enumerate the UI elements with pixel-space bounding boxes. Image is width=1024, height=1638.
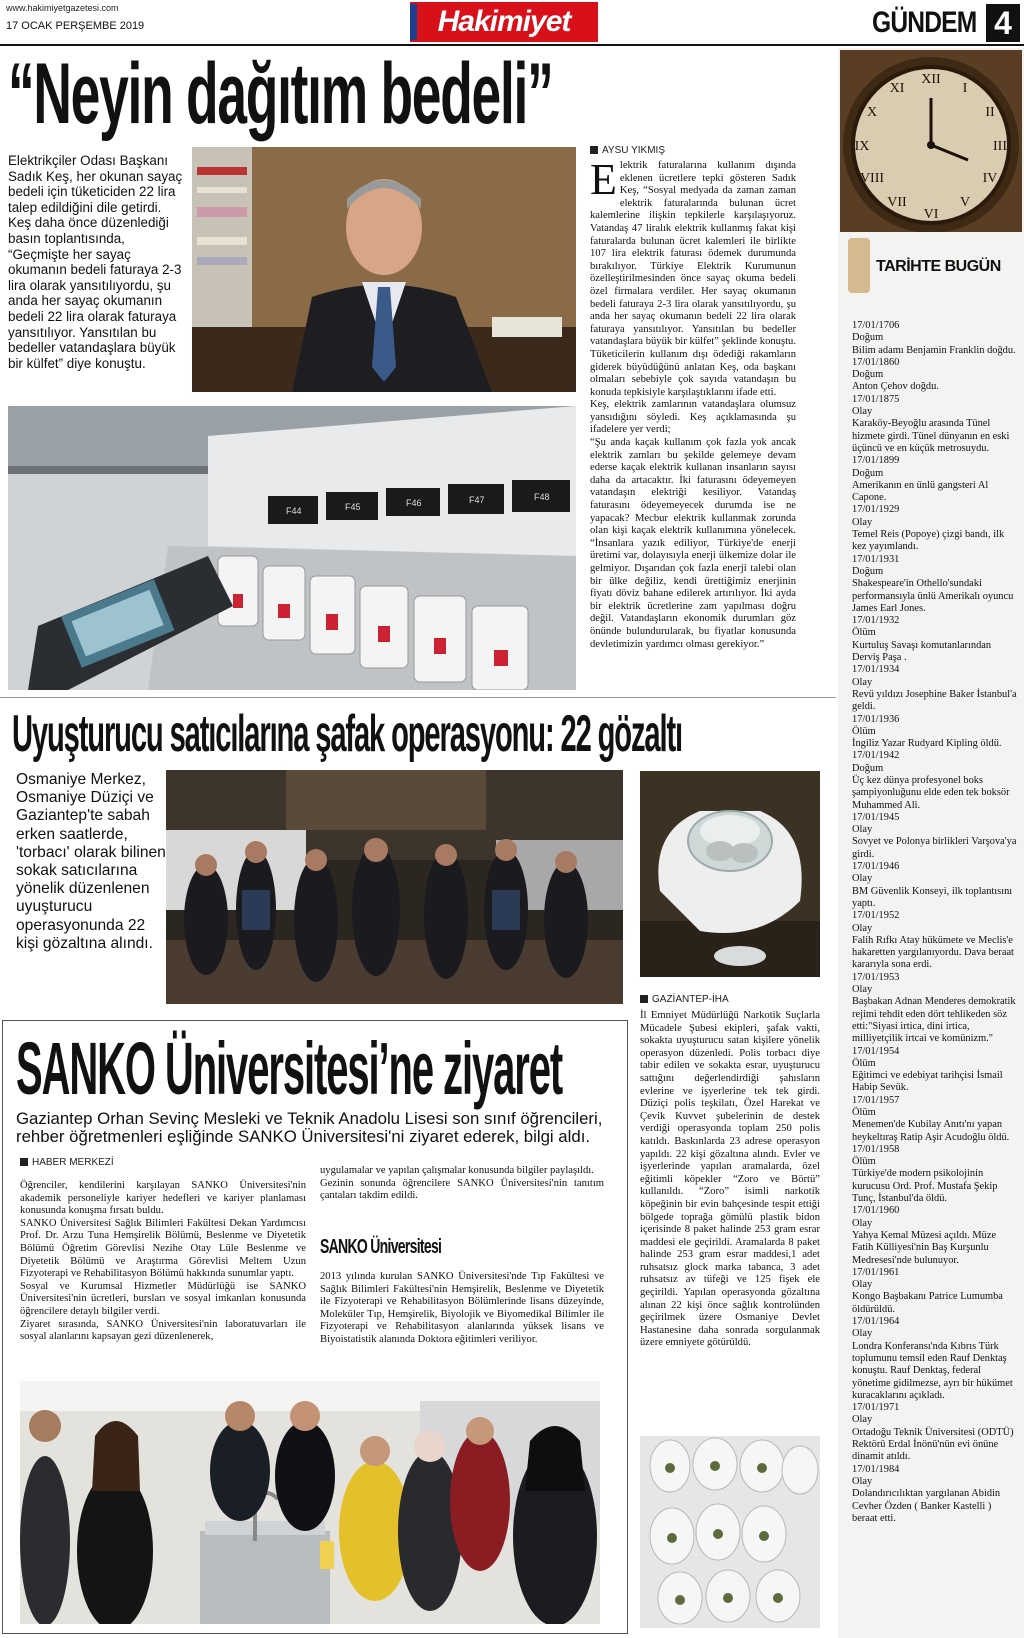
entry-type: Olay <box>852 1475 873 1487</box>
history-entry <box>852 861 1018 910</box>
svg-text:XI: XI <box>889 81 905 96</box>
article2-byline: GAZİANTEP-İHA <box>640 994 729 1005</box>
history-entry <box>852 1095 1018 1144</box>
article1-dropcap: E <box>590 155 617 204</box>
entry-date: 17/01/1952 <box>852 910 900 922</box>
svg-text:VI: VI <box>923 207 939 222</box>
history-entry <box>852 972 1018 1046</box>
entry-date: 17/01/1957 <box>852 1094 900 1106</box>
issue-date: 17 OCAK PERŞEMBE 2019 <box>6 20 145 32</box>
history-list <box>852 320 1018 1525</box>
entry-date: 17/01/1931 <box>852 553 900 565</box>
entry-type: Doğum <box>852 332 884 344</box>
article3-col2b: 2013 yılında kurulan SANKO Üniversitesi'nde Tıp Fakültesi ve Sağlık Bilimleri Fakültesi'nin Hemşirelik, Beslenme ve Diyetetik ile Fizyoterapi ve Rehabilitasyon Bölümlerinde lisans düzeyinde, Moleküler Tıp, Hemşirelik, Biyolojik ve Biyomedikal Bilimler ile Fizyoterapi ve Rehabilitasyon alanlarında yüksek lisans ve Biyoistatistik alanında Doktora eğitimleri veriliyor. <box>320 1271 604 1345</box>
entry-type: Olay <box>852 922 873 934</box>
entry-text: Eğitimci ve edebiyat tarihçisi İsmail Habip Sevük. <box>852 1070 1003 1094</box>
entry-text: Yahya Kemal Müzesi açıldı. Müze Fatih Külliyesi'nin Baş Kurşunlu Medresesi'nde bulunuyor. <box>852 1229 997 1266</box>
panel-label: F44 <box>286 506 302 516</box>
entry-date: 17/01/1954 <box>852 1045 900 1057</box>
article2-seized-drugs-photo <box>640 771 820 977</box>
entry-date: 17/01/1958 <box>852 1143 900 1155</box>
entry-text: Amerikanın en ünlü gangsteri Al Capone. <box>852 479 989 504</box>
svg-text:II: II <box>985 105 995 120</box>
history-entry <box>852 1267 1018 1316</box>
article3-lead: Gaziantep Orhan Sevinç Mesleki ve Teknik Anadolu Lisesi son sınıf öğrencileri, rehber öğretmenleri eşliğinde SANKO Üniversitesi'ni ziyaret ederek, bilgi aldı. <box>16 1109 603 1147</box>
svg-text:III: III <box>993 139 1007 154</box>
entry-type: Olay <box>852 1414 873 1426</box>
entry-type: Olay <box>852 824 873 836</box>
history-entry <box>852 394 1018 455</box>
entry-date: 17/01/1934 <box>852 664 900 676</box>
entry-date: 17/01/1953 <box>852 971 900 983</box>
entry-type: Ölüm <box>852 1107 876 1118</box>
svg-text:I: I <box>962 81 968 96</box>
entry-text: Ortadoğu Teknik Üniversitesi (ODTÜ) Rektörü Erdal İnönü'nün evi önüne dinamit atıldı. <box>852 1426 1014 1463</box>
panel-label: F48 <box>534 492 550 502</box>
entry-type: Olay <box>852 516 873 528</box>
panel-label: F45 <box>345 502 361 512</box>
entry-type: Olay <box>852 406 873 418</box>
entry-text: BM Güvenlik Konseyi, ilk toplantısını yaptı. <box>852 885 1013 909</box>
article1-byline: AYSU YIKMIŞ <box>590 145 665 156</box>
history-entry <box>852 554 1018 615</box>
history-entry <box>852 357 1018 394</box>
entry-text: Londra Konferansı'nda Kıbrıs Türk toplumunu temsil eden Rauf Denktaş konuştu. Rauf Denktaş, federal yönetime gidilmezse, ayrı bir hükümet kuracaklarını açıkladı. <box>852 1340 1013 1401</box>
svg-text:VII: VII <box>887 195 907 210</box>
svg-text:VIII: VIII <box>859 171 885 186</box>
article3-students-lab-photo <box>20 1381 600 1624</box>
entry-date: 17/01/1899 <box>852 455 900 467</box>
history-entry <box>852 750 1018 811</box>
article1-electric-panel-photo <box>8 406 576 690</box>
entry-text: Üç kez dünya profesyonel boks şampiyonluğunu elde eden tek boksör Muhammed Ali. <box>852 774 1010 811</box>
article2-body: İl Emniyet Müdürlüğü Narkotik Suçlarla Mücadele Şubesi ekipleri, şafak vakti, sokakta uyuşturucu satan kişilere yönelik operasyon düzenledi. Polis torbacı diye tabir edilen ve sokakta esrar, uyuşturucu sattığını değerlendirdiği şahısların evlerine ve işyerlerine tek tek girdi. Düziçi polis teşkilatı, Özel Harekat ve Çevik Kuvvet şubelerinin de destek verdiği operasyonda toplam 250 polis katıldı. Baskınlarda 23 adrese operasyon yapıldı. 22 kişi gözaltına alındı. Evler ve işyerlerinde yapılan aramalarda, özel eğitimli köpekler “Zoro ve Börtü” kullanıldı. “Zoro” isimli narkotik köpeğinin bir evin bahçesinde tespit ettiği bölgede toprağa gömülü plastik bidon içerisinde 8 paket halinde 253 gram esrar maddesi ele geçirildi. Aramalarda 8 paket halinde 253 gram esrar maddesi,1 adet ruhsatsız glock marka tabanca, 3 adet ruhsatsız av tüfeği ve 125 fişek ele geçirildi. Yapılan operasyonda gözaltına alınan 22 kişi önce sağlık kontrolünden geçirilmek üzere Osmaniye Devlet Hastanesine daha sonrada sorgulanmak üzere emniyete götürüldü. <box>640 1010 820 1349</box>
history-entry <box>852 615 1018 664</box>
entry-type: Ölüm <box>852 627 876 639</box>
entry-type: Ölüm <box>852 1057 876 1069</box>
article1-portrait-photo <box>192 147 576 392</box>
entry-text: Revü yıldızı Josephine Baker İstanbul'a geldi. <box>852 688 1017 713</box>
history-entry <box>852 504 1018 553</box>
entry-date: 17/01/1860 <box>852 356 900 368</box>
article3-headline: SANKO Üniversitesi’ne ziyaret <box>16 1027 563 1110</box>
entry-text: Shakespeare'in Othello'sundaki performansıyla ünlü Amerikalı oyuncu James Earl Jones. <box>852 578 1014 614</box>
entry-date: 17/01/1945 <box>852 811 900 823</box>
article3-col1: Öğrenciler, kendilerini karşılayan SANKO Üniversitesi'nin akademik personeliyle kariyer hedefleri ve kariyer planlaması konusunda konuşma fırsatı buldu. SANKO Üniversitesi Sağlık Bilimleri Fakültesi Dekan Yardımcısı Prof. Dr. Arzu Tuna Hemşirelik Bölümü, Beslenme ve Diyetetik Bölümü Öğretim Görevlisi Nezihe Otay Lüle Beslenme ve Diyetetik Bölümü ve Araştırma Görevlisi Meltem Uzun Fizyoterapi ve Rehabilitasyon Bölümü hakkında sunumlar yaptı. Sosyal ve Kurumsal Hizmetler Müdürlüğü ise SANKO Üniversitesi'nin ücretleri, bursları ve sosyal imkanları konusunda öğrencilere detaylı bilgiler verdi. Ziyaret sırasında, SANKO Üniversitesi'nin laboratuvarları ile sosyal alanlarını kapsayan gezi düzenlenerek, <box>20 1180 306 1343</box>
entry-date: 17/01/1936 <box>852 713 900 725</box>
logo-text: Hakimiyet <box>437 5 571 38</box>
article1-body-text: lektrik faturalarına kullanım dışında eklenen ücretlere tepki gösteren Sadık Keş, “Sosyal medyada da zaman zaman elektrik faturalarında bulunan ücret kalemlerine ilişkin tepkilerle karşılaşıyoruz. Vatandaş 47 liralık elektrik kullanmış fakat kişi faturalarda bulunan ücret kalemleri ile birlikte 107 lira elektrik faturası ödemek durumunda bırakılıyor. Türkiye Elektrik Kurumunun özelleştirilmesinden önce sayaç okuma bedeli özel firmalara verdiler. Her sayaç okumanın bedeli faturaya 2-3 lira olarak yansıtılıyordu, şu anda her sayaç okumanın bedeli 22 lira olarak faturaya yansıtılıyor. Yansıtılan bu bedeller vatandaşlara büyük bir külfet” şeklinde konuştu. Tüketicilerin kullanım dışı ödediği rakamların giderek büyüdüğünü anlatan Keş, oda başkanı olmaları sebebiyle çok sayıda vatandaşın bu konuda tepkisiyle karşılaştıklarını ifade etti. Keş, elektrik zamlarının vatandaşlara olumsuz yansıdığını söyledi. Keş açıklamasında şu ifadelere yer verdi; “Şu anda kaçak kullanım çok fazla yok ancak elektrik zamları bu şekilde gelemeye devam ederse kaçak elektrik kullanan insanların sayısı daha da artacaktır. İki faturasını ödeyemeyen vatandaşın elektriği kesiliyor. Vatandaş faturasını ödeyemeyecek durumda ise ne yapacak? Mecbur elektrik kullanmak zorunda olan kişi kaçak elektrik kullanımına yönelecek. “İnsanlara yazık ediliyor, Türkiye'de enerji üretimi var, dolayısıyla enerji ülkemize dolar ile gelmiyor. Dışarıdan çok fazla enerji talebi olan bir ülke değiliz, kendi ürettiğimiz enerjinin fiyatı döviz bahane edilerek artırılıyor. İki ayda bir elektrik ücretlerine zam yapılması doğru değil. Vatandaşların ekonomik durumları göz önünde bulundurularak, bu fiyatlar konusunda devletimizin yardımcı olması gerekiyor.” <box>590 160 796 650</box>
section-title: GÜNDEM <box>872 6 977 39</box>
history-entry <box>852 1144 1018 1205</box>
entry-date: 17/01/1961 <box>852 1266 900 1278</box>
article1-body <box>590 155 796 651</box>
article2-seized-packages-photo <box>640 1436 820 1628</box>
entry-text: Menemen'de Kubilay Anıtı'nı yapan heykeltıraş Ratip Aşir Acudoğlu öldü. <box>852 1119 1010 1143</box>
history-entry <box>852 320 1018 357</box>
history-entry <box>852 455 1018 504</box>
page-number: 4 <box>986 4 1020 42</box>
site-url: www.hakimiyetgazetesi.com <box>6 3 119 13</box>
history-entry <box>852 812 1018 861</box>
entry-text: Temel Reis (Popoye) çizgi bandı, ilk kez yayımlandı. <box>852 529 1005 553</box>
svg-text:X: X <box>866 105 878 120</box>
history-entry <box>852 664 1018 713</box>
entry-type: Doğum <box>852 369 884 381</box>
entry-text: İngiliz Yazar Rudyard Kipling öldü. <box>852 738 1002 750</box>
entry-date: 17/01/1946 <box>852 861 900 873</box>
entry-text: Anton Çehov doğdu. <box>852 381 939 393</box>
article3-byline: HABER MERKEZİ <box>20 1157 114 1168</box>
entry-type: Olay <box>852 1217 873 1229</box>
entry-type: Doğum <box>852 467 884 479</box>
entry-type: Olay <box>852 676 873 688</box>
entry-type: Doğum <box>852 565 884 577</box>
entry-text: Kurtuluş Savaşı komutanlarından Derviş Paşa . <box>852 639 992 664</box>
history-entry <box>852 1464 1018 1525</box>
panel-label: F46 <box>406 498 422 508</box>
svg-text:IX: IX <box>854 139 870 154</box>
article2-police-photo <box>166 770 623 1004</box>
article2-lead: Osmaniye Merkez, Osmaniye Düziçi ve Gaziantep'te sabah erken saatlerde, 'torbacı' olarak bilinen sokak satıcılarına yönelik düzenlenen uyuşturucu operasyonunda 22 kişi gözaltına alındı. <box>16 771 166 952</box>
article3-col2a: uygulamalar ve yapılan çalışmalar konusunda bilgiler paylaşıldı. Gezinin sonunda öğrencilere SANKO Üniversitesi'nin tanıtım çantaları takdim edildi. <box>320 1165 604 1202</box>
clock-photo <box>840 50 1022 232</box>
entry-text: Başbakan Adnan Menderes demokratik rejimi tehdit eden dört tehlikeden söz etti:"Siyasi irtica, dini irtica, milliyetçilik irtcai ve komünizm." <box>852 996 1016 1045</box>
svg-text:V: V <box>959 195 971 210</box>
entry-text: Dolandırıcılıktan yargılanan Abidin Cevher Özden ( Banker Kastelli ) beraat etti. <box>852 1488 1001 1524</box>
entry-date: 17/01/1932 <box>852 615 900 627</box>
entry-date: 17/01/1942 <box>852 750 900 762</box>
newspaper-logo <box>410 2 598 42</box>
entry-type: Ölüm <box>852 725 876 737</box>
entry-type: Ölüm <box>852 1156 876 1168</box>
history-title: TARİHTE BUGÜN <box>876 258 1001 275</box>
entry-text: Kongo Başbakanı Patrice Lumumba öldürüldü. <box>852 1291 1003 1315</box>
entry-date: 17/01/1706 <box>852 320 900 331</box>
article1-lead: Elektrikçiler Odası Başkanı Sadık Keş, her okunan sayaç bedeli için tüketiciden 22 lira talep edildiğini dile getirdi. Keş daha önce düzenlediği basın toplantısında, “Geçmişte her sayaç okumanın bedeli faturaya 2-3 lira olarak yansıtılıyordu, şu anda her sayaç okumanın bedeli 22 lira olarak faturaya yansıtılıyor. Yansıtılan bu bedeller vatandaşlara büyük bir külfet” diye konuştu. <box>8 153 183 371</box>
history-entry <box>852 1046 1018 1095</box>
history-entry <box>852 1402 1018 1463</box>
entry-type: Olay <box>852 984 873 996</box>
entry-text: Karaköy-Beyoğlu arasında Tünel hizmete girdi. Tünel dünyanın en eski üçüncü ve en küçük metrosuydu. <box>852 418 1010 454</box>
entry-date: 17/01/1964 <box>852 1316 900 1328</box>
scroll-icon <box>848 238 870 293</box>
entry-date: 17/01/1929 <box>852 504 900 516</box>
entry-text: Bilim adamı Benjamin Franklin doğdu. <box>852 344 1016 356</box>
entry-date: 17/01/1971 <box>852 1402 900 1414</box>
history-entry <box>852 910 1018 971</box>
entry-date: 17/01/1984 <box>852 1463 900 1475</box>
entry-date: 17/01/1875 <box>852 393 900 405</box>
history-entry <box>852 1316 1018 1402</box>
svg-text:XII: XII <box>921 72 941 87</box>
article2-headline: Uyuşturucu satıcılarına şafak operasyonu: 22 gözaltı <box>12 705 682 763</box>
divider <box>0 697 836 698</box>
entry-text: Sovyet ve Polonya birlikleri Varşova'ya girdi. <box>852 836 1017 860</box>
logo-accent <box>410 4 417 40</box>
entry-text: Falih Rıfkı Atay hükümete ve Meclis'e hakaretten yargılanıyordu. Dava beraat kararıyla sona erdi. <box>852 934 1014 971</box>
history-entry <box>852 1205 1018 1266</box>
svg-text:IV: IV <box>982 171 998 186</box>
entry-type: Olay <box>852 873 873 885</box>
entry-type: Olay <box>852 1328 873 1340</box>
entry-text: Türkiye'de modern psikolojinin kurucusu Ord. Prof. Mustafa Şekip Tunç, İstanbul'da öldü. <box>852 1168 998 1205</box>
history-entry <box>852 714 1018 751</box>
article3-subhead: SANKO Üniversitesi <box>320 1236 442 1258</box>
entry-date: 17/01/1960 <box>852 1205 900 1217</box>
article1-headline: “Neyin dağıtım bedeli” <box>8 46 553 142</box>
entry-type: Doğum <box>852 762 884 774</box>
panel-label: F47 <box>469 495 485 505</box>
entry-type: Olay <box>852 1279 873 1291</box>
